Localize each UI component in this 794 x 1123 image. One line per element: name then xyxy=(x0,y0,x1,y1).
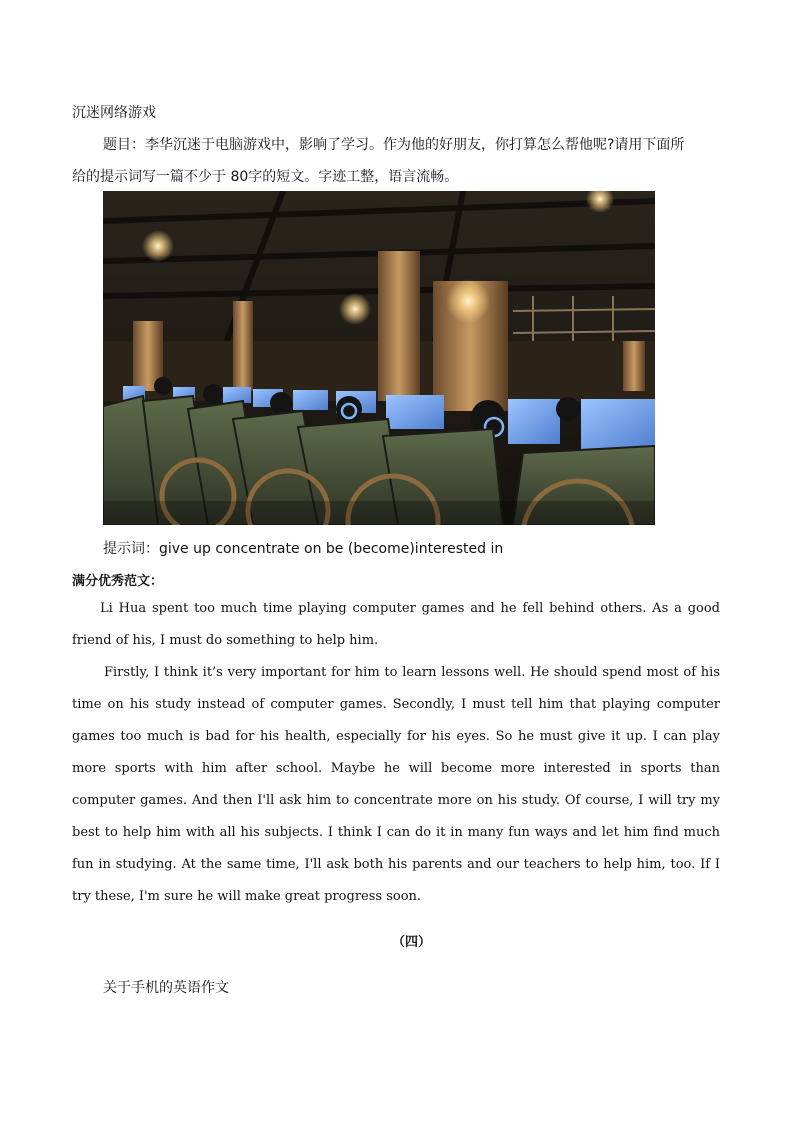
prompt-line-1: 题目：李华沉迷于电脑游戏中，影响了学习。作为他的好朋友，你打算怎么帮他呢?请用下面所 xyxy=(103,137,685,153)
essay-paragraph-1: Li Hua spent too much time playing computer games and he fell behind others. As a good friend of his, I must do something to help him. xyxy=(72,601,720,648)
internet-cafe-photo xyxy=(103,191,655,525)
section-title: 沉迷网络游戏 xyxy=(72,105,156,121)
essay-paragraph-2: Firstly, I think it’s very important for him to learn lessons well. He should spend most of his time on his study instead of computer games. Secondly, I must tell him that playing computer games too much is bad for his health, especially for his eyes. So he must give it up. I can play more sports with him after school. Maybe he will become more interested in sports than computer games. And then I'll ask him to concentrate more on his study. Of course, I will try my best to help him with all his subjects. I think I can do it in many fun ways and let him find much fun in studying. At the same time, I'll ask both his parents and our teachers to help him, too. If I try these, I'm sure he will make great progress soon. xyxy=(72,665,720,904)
part-number: （四） xyxy=(392,935,432,950)
next-essay-title: 关于手机的英语作文 xyxy=(103,980,229,996)
hint-words: 提示词：give up concentrate on be (become)interested in xyxy=(103,541,504,557)
prompt-line-2: 给的提示词写一篇不少于 80字的短文。字迹工整，语言流畅。 xyxy=(72,169,459,185)
sample-essay-heading: 满分优秀范文： xyxy=(72,574,164,589)
